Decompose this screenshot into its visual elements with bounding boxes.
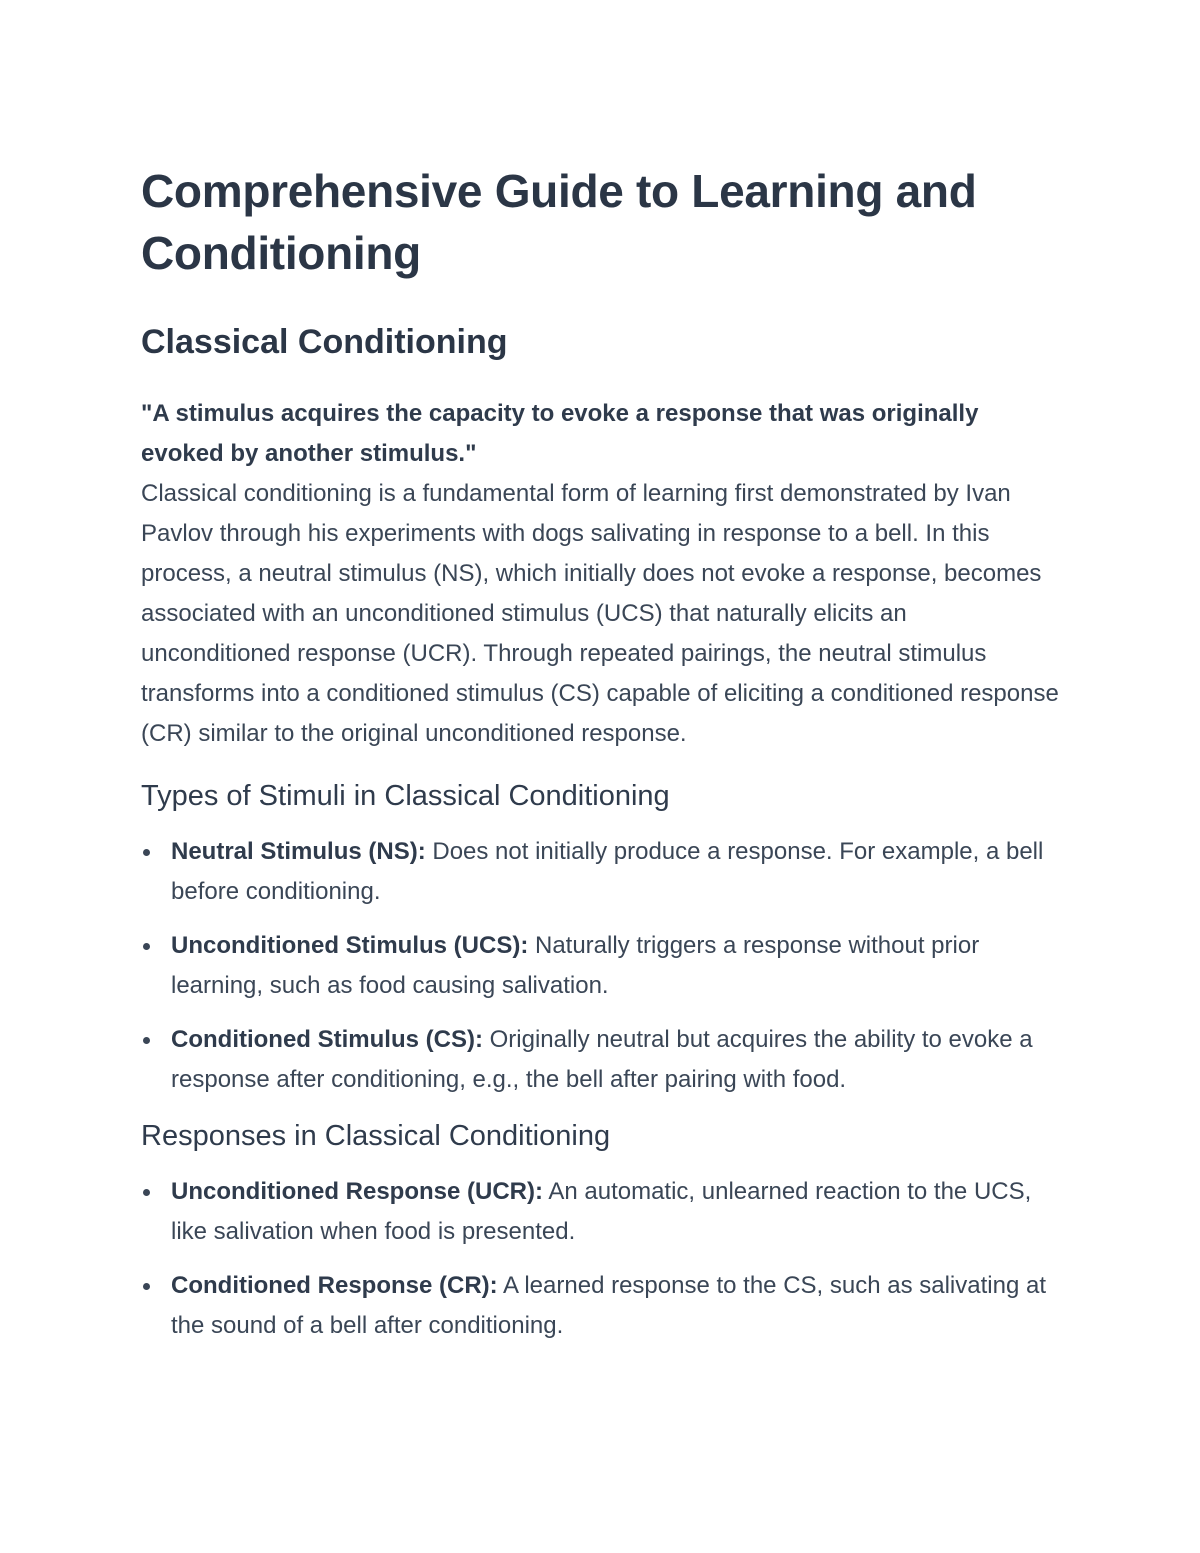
list-item-term: Unconditioned Stimulus (UCS):	[171, 932, 529, 959]
intro-paragraph: Classical conditioning is a fundamental form of learning first demonstrated by Ivan Pavlov through his experiments with dogs salivating in response to a bell. In this process, a neutral stimulus (NS), which initially does not evoke a response, becomes associated with an unconditioned stimulus (UCS) that naturally elicits an unconditioned response (UCR). Through repeated pairings, the neutral stimulus transforms into a conditioned stimulus (CS) capable of eliciting a conditioned response (CR) similar to the original unconditioned response.	[141, 480, 1059, 747]
responses-list	[141, 1172, 1061, 1346]
list-item-text: Does not initially produce a response. For example, a bell before conditioning.	[171, 838, 1044, 905]
bullet-icon	[143, 1283, 150, 1290]
definition-quote: "A stimulus acquires the capacity to evoke a response that was originally evoked by another stimulus."	[141, 400, 979, 467]
document-title: Comprehensive Guide to Learning and Conditioning	[141, 165, 977, 279]
bullet-icon	[143, 943, 150, 950]
list-item-text: An automatic, unlearned reaction to the UCS, like salivation when food is presented.	[171, 1178, 1032, 1245]
list-item-text: Originally neutral but acquires the ability to evoke a response after conditioning, e.g., the bell after pairing with food.	[171, 1026, 1033, 1093]
bullet-icon	[143, 849, 150, 856]
list-item-term: Unconditioned Response (UCR):	[171, 1178, 543, 1205]
list-item-term: Conditioned Stimulus (CS):	[171, 1026, 483, 1053]
list-item	[141, 1172, 1061, 1252]
bullet-icon	[143, 1189, 150, 1196]
list-item-term: Neutral Stimulus (NS):	[171, 838, 426, 865]
stimuli-list	[141, 832, 1061, 1100]
bullet-icon	[143, 1037, 150, 1044]
list-item-text: A learned response to the CS, such as salivating at the sound of a bell after conditioning.	[171, 1272, 1046, 1339]
section-heading-classical-conditioning: Classical Conditioning	[141, 323, 508, 361]
list-item	[141, 832, 1061, 912]
list-item-term: Conditioned Response (CR):	[171, 1272, 498, 1299]
list-item	[141, 926, 1061, 1006]
document-page	[141, 160, 1061, 1360]
subheading-responses: Responses in Classical Conditioning	[141, 1120, 611, 1152]
subheading-types-of-stimuli: Types of Stimuli in Classical Conditioning	[141, 780, 670, 812]
list-item	[141, 1020, 1061, 1100]
list-item	[141, 1266, 1061, 1346]
list-item-text: Naturally triggers a response without prior learning, such as food causing salivation.	[171, 932, 980, 999]
